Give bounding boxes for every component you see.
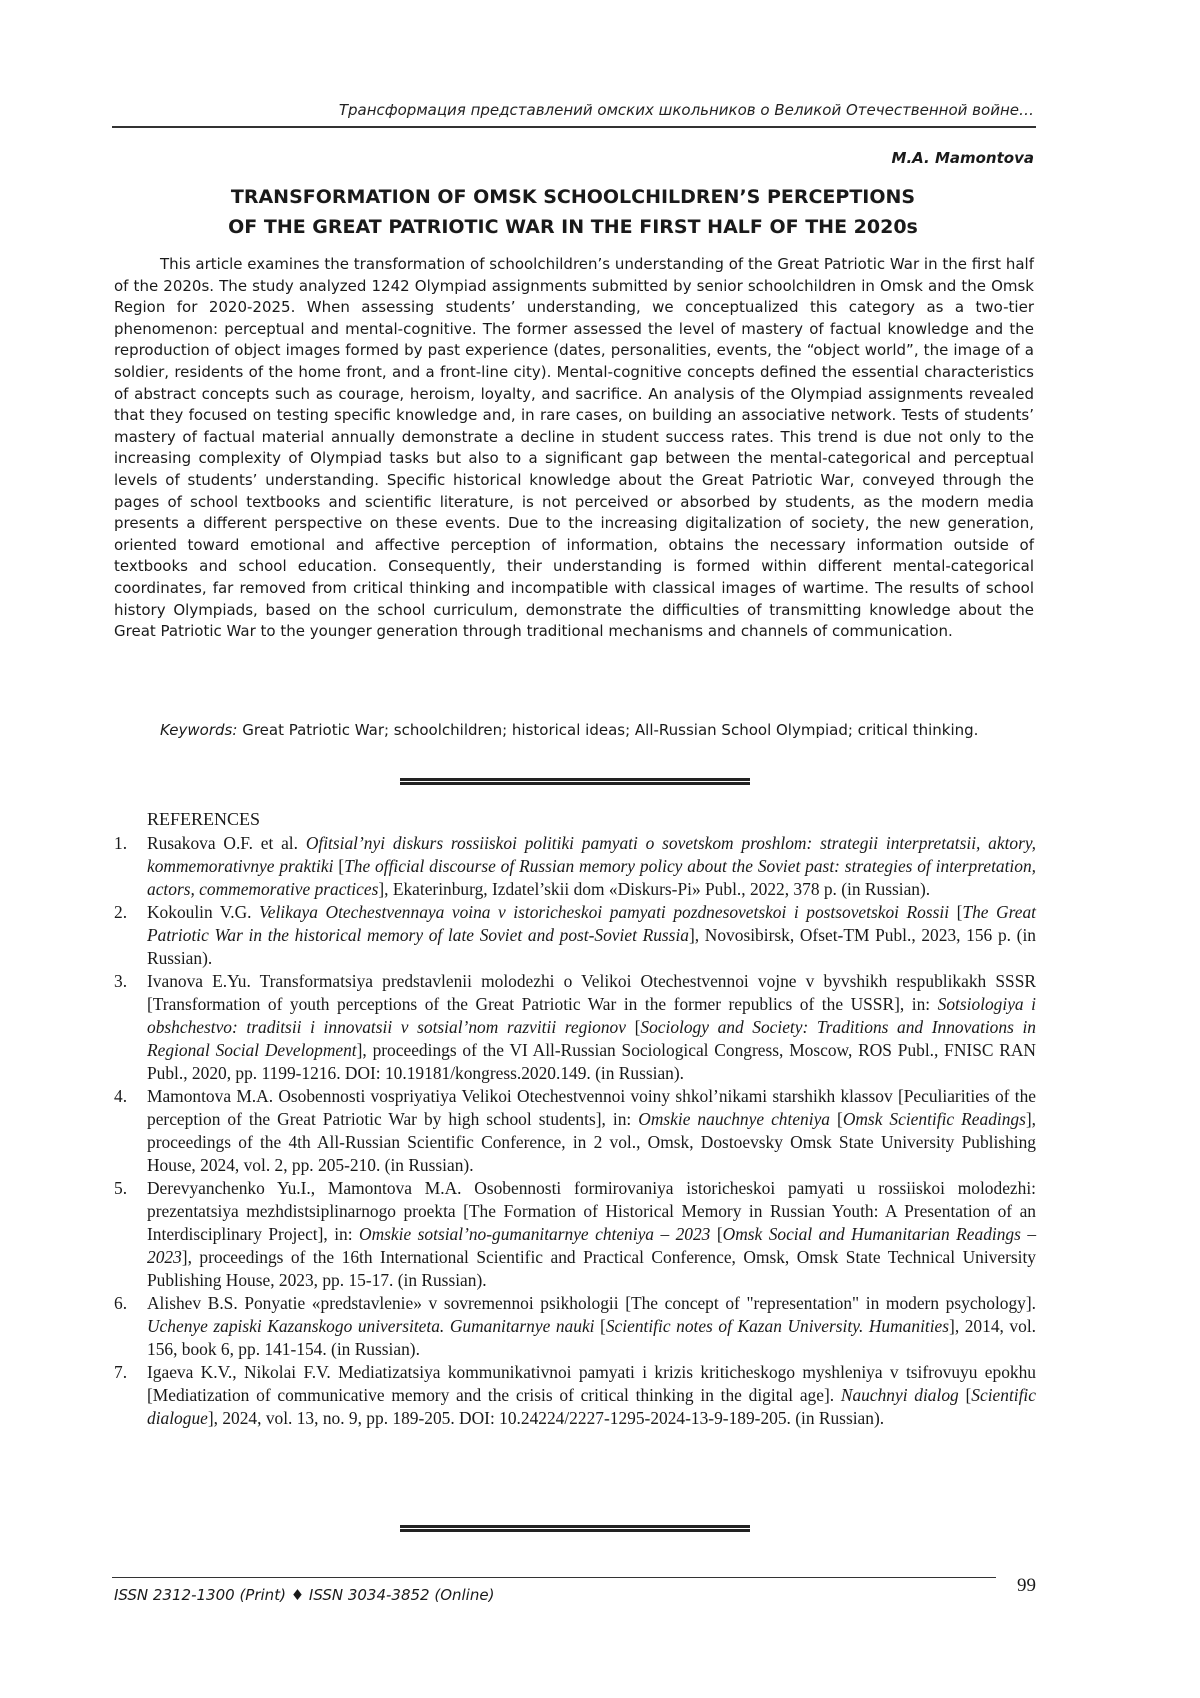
reference-item [114, 1085, 1036, 1177]
reference-text: ], 2024, vol. 13, no. 9, pp. 189-205. DOI: 10.24224/2227-1295-2024-13-9-189-205. (in Russian). [207, 1408, 885, 1428]
reference-italic: Ofitsial’nyi diskurs rossiiskoi politiki pamyati o sovetskom proshlom: strategii interpretatsii, aktory, kommemorativnye praktiki [147, 833, 1037, 876]
reference-number: 6. [114, 1293, 128, 1313]
section-divider [400, 778, 750, 785]
reference-italic: Uchenye zapiski Kazanskogo universiteta. Gumanitarnye nauki [147, 1316, 595, 1336]
article-title-line-1: TRANSFORMATION OF OMSK SCHOOLCHILDREN’S PERCEPTIONS [230, 186, 916, 208]
reference-text: ], Ekaterinburg, Izdatel’skii dom «Diskurs-Pi» Publ., 2022, 378 p. (in Russian). [378, 879, 931, 899]
references-heading: REFERENCES [147, 809, 261, 829]
reference-text: ], proceedings of the 16th International Scientific and Practical Conference, Omsk, Omsk State Technical University Publishing House, 2023, pp. 15-17. (in Russian). [147, 1247, 1036, 1290]
reference-text: [ [625, 1017, 641, 1037]
article-title-line-2: OF THE GREAT PATRIOTIC WAR IN THE FIRST HALF OF THE 2020s [228, 216, 918, 238]
reference-number: 5. [114, 1178, 128, 1198]
reference-italic: Velikaya Otechestvennaya voina v istoricheskoi pamyati pozdnesovetskoi i postsovetskoi Rossii [259, 902, 950, 922]
reference-item [114, 1292, 1036, 1361]
reference-text: [ [333, 856, 345, 876]
author-name: M.A. Mamontova [891, 149, 1034, 167]
reference-text: Kokoulin V.G. [147, 902, 260, 922]
reference-item [114, 970, 1036, 1085]
reference-text: Ivanova E.Yu. Transformatsiya predstavlenii molodezhi o Velikoi Otechestvennoi vojne v byvshikh respublikakh SSSR [Transformation of youth perceptions of the Great Patriotic War in the former republics of the USSR], in: [147, 971, 1036, 1014]
reference-italic: Nauchnyi dialog [840, 1385, 959, 1405]
header-rule [112, 126, 1036, 128]
reference-italic: Omskie sotsial’no-gumanitarnye chteniya – 2023 [359, 1224, 711, 1244]
reference-italic: Omsk Scientific Readings [842, 1109, 1026, 1129]
keywords [114, 720, 1034, 742]
reference-text: ], proceedings of the 4th All-Russian Scientific Conference, in 2 vol., Omsk, Dostoevsky Omsk State University Publishing House, 2024, vol. 2, pp. 205-210. (in Russian). [147, 1109, 1037, 1175]
reference-italic: Scientific notes of Kazan University. Humanities [605, 1316, 950, 1336]
reference-text: [ [710, 1224, 723, 1244]
reference-text: Mamontova M.A. Osobennosti vospriyatiya Velikoi Otechestvennoi voiny shkol’nikami starshikh klassov [Peculiarities of the perception of the Great Patriotic War by high school students], in: [147, 1086, 1036, 1129]
reference-text: Igaeva K.V., Nikolai F.V. Mediatizatsiya kommunikativnoi pamyati i krizis kriticheskogo myshleniya v tsifrovuyu epokhu [Mediatization of communicative memory and the crisis of critical thinking in the digital age]. [147, 1362, 1036, 1405]
reference-text: Alishev B.S. Ponyatie «predstavlenie» v sovremennoi psikhologii [The concept of "representation" in modern psychology]. [147, 1293, 1036, 1313]
abstract: This article examines the transformation of schoolchildren’s understanding of the Great Patriotic War in the first half of the 2020s. The study analyzed 1242 Olympiad assignments submitted by senior schoolchildren in Omsk and the Omsk Region for 2020-2025. When assessing students’ understanding, we conceptualized this category as a two-tier phenomenon: perceptual and mental-cognitive. The former assessed the level of mastery of factual knowledge and the reproduction of object images formed by past experience (dates, personalities, events, the “object world”, the image of a soldier, residents of the home front, and a front-line city). Mental-cognitive concepts defined the essential characteristics of abstract concepts such as courage, heroism, loyalty, and sacrifice. An analysis of the Olympiad assignments revealed that they focused on testing specific knowledge and, in rare cases, on building an associative network. Tests of students’ mastery of factual material annually demonstrate a decline in student success rates. This trend is due not only to the increasing complexity of Olympiad tasks but also to a significant gap between the mental-categorical and perceptual levels of students’ understanding. Specific historical knowledge about the Great Patriotic War, conveyed through the pages of school textbooks and scientific literature, is not perceived or absorbed by students, as the modern media presents a different perspective on these events. Due to the increasing digitalization of society, the new generation, oriented toward emotional and affective perception of information, obtains the necessary information outside of textbooks and school education. Consequently, their understanding is formed within different mental-categorical coordinates, far removed from critical thinking and incompatible with classical images of wartime. The results of school history Olympiads, based on the school curriculum, demonstrate the difficulties of transmitting knowledge about the Great Patriotic War to the younger generation through traditional mechanisms and channels of communication. [114, 255, 1034, 641]
reference-italic: Sotsiologiya i obshchestvo: traditsii i innovatsii v sotsial’nom razvitii regionov [147, 994, 1036, 1037]
reference-item [114, 1361, 1036, 1430]
reference-item [114, 832, 1036, 901]
reference-item [114, 901, 1036, 970]
keywords-label: Keywords: [160, 721, 238, 739]
reference-text: [ [830, 1109, 843, 1129]
reference-italic: Omskie nauchnye chteniya [638, 1109, 830, 1129]
reference-text: ], 2014, vol. 156, book 6, pp. 141-154. (in Russian). [147, 1316, 1036, 1359]
reference-number: 1. [114, 833, 128, 853]
reference-italic: Sociology and Society: Traditions and Innovations in Regional Social Development [147, 1017, 1036, 1060]
section-divider [400, 1525, 750, 1532]
reference-italic: The Great Patriotic War in the historical memory of late Soviet and post-Soviet Russia [147, 902, 1036, 945]
reference-text: Rusakova O.F. et al. [147, 833, 306, 853]
article-title [112, 182, 1034, 242]
reference-text: [ [949, 902, 963, 922]
reference-text: [ [958, 1385, 972, 1405]
keywords-text: Great Patriotic War; schoolchildren; historical ideas; All-Russian School Olympiad; critical thinking. [242, 721, 979, 739]
reference-number: 2. [114, 902, 128, 922]
reference-number: 4. [114, 1086, 128, 1106]
reference-number: 3. [114, 971, 128, 991]
running-header: Трансформация представлений омских школьников о Великой Отечественной войне… [338, 101, 1034, 119]
footer-rule [112, 1577, 996, 1578]
reference-text: Derevyanchenko Yu.I., Mamontova M.A. Osobennosti formirovaniya istoricheskoi pamyati u rossiiskoi molodezhi: prezentatsiya mezhdistsiplinarnogo proekta [The Formation of Historical Memory in Russian Youth: A Presentation of an Interdisciplinary Project], in: [147, 1178, 1036, 1244]
page-number: 99 [1017, 1575, 1036, 1596]
reference-text: ], proceedings of the VI All-Russian Sociological Congress, Moscow, ROS Publ., FNISC RAN Publ., 2020, pp. 1199-1216. DOI: 10.19181/kongress.2020.149. (in Russian). [147, 1040, 1036, 1083]
footer-issn: ISSN 2312-1300 (Print) ♦ ISSN 3034-3852 (Online) [114, 1586, 495, 1604]
reference-italic: Omsk Social and Humanitarian Readings – 2023 [147, 1224, 1037, 1267]
reference-italic: The official discourse of Russian memory policy about the Soviet past: strategies of interpretation, actors, commemorative practices [147, 856, 1036, 899]
reference-text: [ [594, 1316, 606, 1336]
reference-item [114, 1177, 1036, 1292]
references-list [114, 832, 1036, 1430]
reference-text: ], Novosibirsk, Ofset-TM Publ., 2023, 156 p. (in Russian). [147, 925, 1036, 968]
reference-italic: Scientific dialogue [147, 1385, 1036, 1428]
reference-number: 7. [114, 1362, 128, 1382]
